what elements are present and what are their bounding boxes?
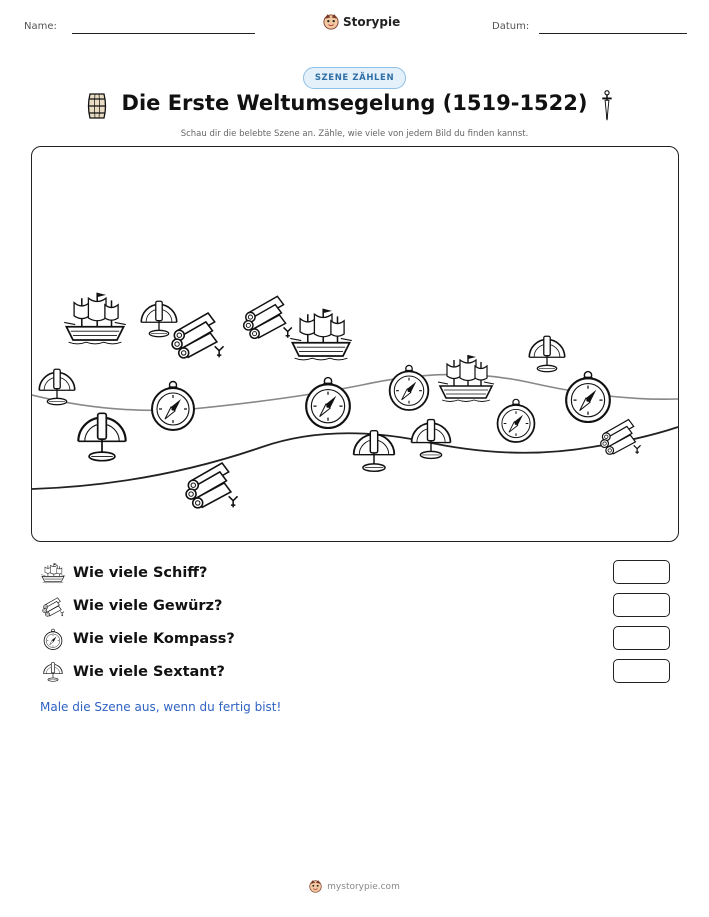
storypie-logo-icon xyxy=(323,14,339,30)
sextant-icon xyxy=(412,420,451,459)
question-ship xyxy=(40,561,207,585)
answer-box-compass[interactable] xyxy=(613,626,670,650)
question-sextant xyxy=(40,660,225,684)
page-title: Die Erste Weltumsegelung (1519-1522) xyxy=(121,91,588,115)
sextant-icon xyxy=(354,431,395,472)
compass-icon xyxy=(40,628,66,650)
counting-scene xyxy=(31,146,679,542)
ship-icon xyxy=(290,309,352,360)
spice-icon xyxy=(244,296,292,338)
storypie-logo-icon xyxy=(309,880,322,893)
scene-count-badge: SZENE ZÄHLEN xyxy=(303,67,406,89)
answer-box-ship[interactable] xyxy=(613,560,670,584)
footer xyxy=(0,880,709,893)
question-spice xyxy=(40,594,222,618)
ship-icon xyxy=(40,562,66,584)
sextant-icon xyxy=(529,336,565,372)
sextant-icon xyxy=(141,301,177,337)
spice-icon xyxy=(40,595,66,617)
footer-url[interactable]: mystorypie.com xyxy=(327,881,400,892)
compass-icon xyxy=(566,372,610,422)
question-text: Wie viele Gewürz? xyxy=(73,598,223,614)
sword-icon xyxy=(599,89,615,123)
question-text: Wie viele Kompass? xyxy=(73,631,235,647)
ship-icon xyxy=(64,293,126,344)
compass-icon xyxy=(306,378,350,428)
scene-canvas xyxy=(32,147,678,541)
compass-icon xyxy=(152,382,194,431)
coloring-instruction: Male die Szene aus, wenn du fertig bist! xyxy=(40,700,282,714)
spice-icon xyxy=(186,463,237,508)
compass-icon xyxy=(390,365,429,410)
sextant-icon xyxy=(40,661,66,683)
spice-icon xyxy=(601,420,641,455)
brand-logo xyxy=(323,14,400,30)
horizon-wave-lower xyxy=(32,427,678,489)
page-subtitle: Schau dir die belebte Szene an. Zähle, wie viele von jedem Bild du finden kannst. xyxy=(180,129,529,139)
spice-icon xyxy=(172,313,223,358)
compass-icon xyxy=(498,399,535,442)
date-label: Datum: xyxy=(492,21,530,32)
name-label: Name: xyxy=(24,21,57,32)
brand-name: Storypie xyxy=(343,15,401,29)
date-line[interactable] xyxy=(539,33,687,34)
question-compass xyxy=(40,627,235,651)
name-line[interactable] xyxy=(72,33,255,34)
answer-box-sextant[interactable] xyxy=(613,659,670,683)
answer-box-spice[interactable] xyxy=(613,593,670,617)
question-text: Wie viele Schiff? xyxy=(73,565,208,581)
sextant-icon xyxy=(39,369,75,405)
sextant-icon xyxy=(78,413,125,460)
ship-icon xyxy=(438,355,494,402)
question-text: Wie viele Sextant? xyxy=(73,664,225,680)
